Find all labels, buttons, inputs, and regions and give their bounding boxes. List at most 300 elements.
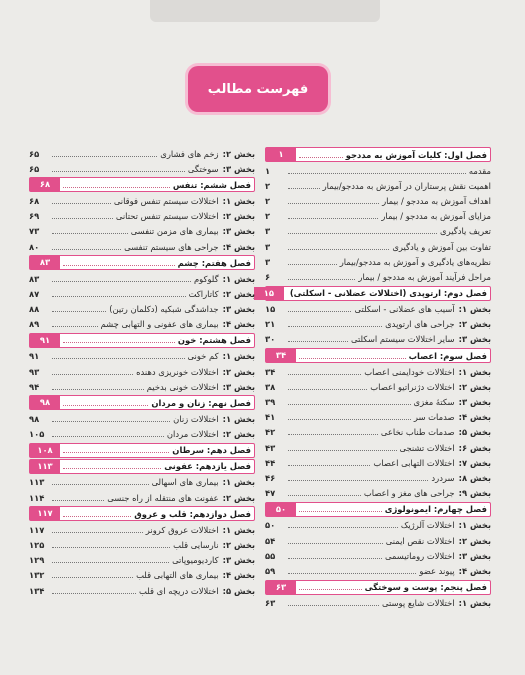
toc-entry-text: فصل دهم: سرطان — [172, 445, 251, 456]
toc-entry — [29, 286, 255, 301]
toc-entry-title — [392, 242, 491, 252]
dot-leader — [288, 278, 355, 280]
toc-entry-title — [109, 304, 255, 314]
toc-entry — [29, 475, 255, 490]
dot-leader — [288, 325, 382, 327]
dot-leader — [52, 561, 169, 563]
toc-page-number: ۳۴ — [266, 349, 296, 362]
toc-entry — [29, 239, 255, 254]
dot-leader — [52, 499, 104, 501]
dot-leader — [288, 604, 379, 606]
toc-entry — [265, 455, 491, 470]
toc-entry — [265, 178, 491, 193]
toc-entry — [265, 379, 491, 394]
dot-leader — [52, 170, 185, 172]
dot-leader — [299, 357, 406, 359]
dot-leader — [63, 404, 148, 406]
toc-page-number: ۴۶ — [265, 472, 276, 483]
dot-leader — [52, 217, 113, 219]
toc-section-number: بخش ۱: — [222, 414, 255, 425]
toc-entry-text: سکتهٔ مغزی — [413, 397, 455, 408]
toc-section-number: بخش ۱: — [222, 195, 255, 206]
toc-page-number: ۴۲ — [265, 427, 276, 438]
dot-leader — [288, 187, 320, 189]
toc-entry-title — [382, 196, 491, 206]
toc-page-number: ۱۵ — [265, 304, 276, 315]
toc-entry — [29, 427, 255, 442]
toc-entry-text: اختلالات التهابی اعصاب — [373, 457, 455, 468]
toc-entry-title — [419, 566, 491, 576]
toc-page-number: ۴۳ — [265, 442, 276, 453]
toc-chapter-heading — [265, 580, 491, 595]
toc-entry-title — [134, 509, 254, 519]
toc-entry-text: اختلالات خودایمنی اعصاب — [364, 366, 455, 377]
dot-leader — [288, 172, 466, 174]
toc-entry-text: اختلالات دژنراتیو اعصاب — [370, 381, 455, 392]
toc-page-number: ۷۳ — [29, 226, 40, 237]
toc-entry-text: اختلالات عروق کرونر — [145, 524, 219, 535]
toc-section-number: بخش ۳: — [458, 334, 491, 345]
toc-page-number: ۱ — [266, 148, 296, 161]
toc-entry — [29, 568, 255, 583]
toc-entry-text: فصل ششم: تنفس — [172, 179, 251, 190]
toc-section-number: بخش ۴: — [458, 565, 491, 576]
toc-section-number: بخش ۳: — [458, 397, 491, 408]
page-title — [188, 66, 328, 112]
toc-entry-title — [188, 351, 255, 361]
dot-leader — [52, 546, 170, 548]
toc-page-number: ۶۸ — [30, 178, 60, 191]
toc-entry — [265, 563, 491, 578]
toc-entry-title — [164, 461, 254, 471]
toc-page-number: ۶۵ — [29, 148, 40, 159]
toc-section-number: بخش ۴: — [222, 241, 255, 252]
toc-entry — [29, 411, 255, 426]
toc-section-number: بخش ۵: — [222, 585, 255, 596]
toc-entry-text: مراحل فرآیند آموزش به مددجو / بیمار — [358, 271, 491, 282]
toc-left-column — [29, 146, 255, 598]
toc-entry — [29, 490, 255, 505]
toc-page-number: ۵۵ — [265, 550, 276, 561]
toc-page-number: ۵۹ — [265, 565, 276, 576]
toc-entry-text: اختلالات شایع پوستی — [382, 598, 455, 609]
dot-leader — [52, 373, 133, 375]
toc-section-number: بخش ۸: — [458, 472, 491, 483]
toc-entry — [265, 518, 491, 533]
toc-entry-title — [385, 551, 491, 561]
toc-entry-title — [172, 555, 255, 565]
toc-entry-title — [124, 242, 255, 252]
dot-leader — [63, 467, 161, 469]
toc-entry-title — [323, 181, 491, 191]
toc-entry-text: مقدمه — [468, 165, 491, 176]
toc-section-number: بخش ۴: — [222, 570, 255, 581]
toc-page-number: ۳ — [265, 226, 271, 237]
toc-entry-text: اهمیت نقش پرستاران در آموزش به مددجو/بیمار — [322, 180, 491, 191]
toc-page-number: ۱۱۴ — [29, 492, 45, 503]
toc-chapter-heading — [29, 395, 255, 410]
toc-entry-title — [116, 211, 255, 221]
toc-entry-text: جراحی های مغز و اعصاب — [363, 488, 455, 499]
toc-page-number: ۱۵ — [254, 287, 284, 300]
toc-page-number: ۹۱ — [29, 351, 40, 362]
toc-page-number: ۹۸ — [30, 396, 60, 409]
toc-page-number: ۱۱۳ — [29, 477, 45, 488]
toc-page-number: ۴۷ — [265, 488, 276, 499]
toc-section-number: بخش ۲: — [222, 288, 255, 299]
toc-section-number: بخش ۲: — [458, 319, 491, 330]
dot-leader — [288, 202, 379, 204]
toc-entry-title — [172, 445, 254, 455]
toc-entry-title — [114, 196, 255, 206]
toc-page-number: ۲ — [265, 211, 271, 222]
toc-entry-title — [440, 226, 491, 236]
toc-entry-text: کاتاراکت — [188, 288, 219, 299]
toc-page-number: ۱۳۴ — [29, 585, 45, 596]
toc-section-number: بخش ۱: — [458, 598, 491, 609]
toc-page-number: ۳ — [265, 241, 271, 252]
toc-entry-text: تفاوت بین آموزش و یادگیری — [392, 241, 491, 252]
toc-entry — [29, 193, 255, 208]
toc-entry-title — [173, 180, 254, 190]
toc-section-number: بخش ۱: — [222, 477, 255, 488]
toc-entry-title — [381, 211, 491, 221]
toc-entry-title — [107, 493, 255, 503]
toc-entry-text: اختلالات خونی بدخیم — [146, 381, 219, 392]
toc-section-number: بخش ۱: — [458, 304, 491, 315]
toc-entry — [29, 522, 255, 537]
toc-entry-title — [147, 382, 255, 392]
toc-entry-text: جداشدگی شبکیه (دکلمان رتین) — [109, 304, 219, 315]
toc-entry — [29, 146, 255, 161]
toc-entry-text: سوختگی — [187, 163, 219, 174]
toc-entry-text: اختلالات نقص ایمنی — [385, 535, 455, 546]
toc-entry — [265, 425, 491, 440]
toc-entry — [265, 440, 491, 455]
dot-leader — [52, 435, 164, 437]
toc-section-number: بخش ۲: — [222, 211, 255, 222]
dot-leader — [63, 341, 175, 343]
toc-entry — [265, 317, 491, 332]
toc-page-number: ۵۰ — [266, 503, 296, 516]
toc-entry — [265, 394, 491, 409]
toc-page-number: ۱۳۲ — [29, 570, 45, 581]
dot-leader — [52, 248, 121, 250]
toc-entry — [265, 332, 491, 347]
dot-leader — [52, 280, 191, 282]
toc-entry-text: اختلالات دریچه ای قلب — [139, 585, 219, 596]
toc-chapter-heading — [265, 286, 491, 301]
dot-leader — [288, 418, 411, 420]
toc-entry-title — [351, 334, 491, 344]
toc-entry-title — [385, 504, 490, 514]
toc-page-number: ۹۱ — [30, 334, 60, 347]
toc-entry-text: زخم های فشاری — [160, 148, 219, 159]
toc-entry — [265, 163, 491, 178]
toc-entry-text: فصل یازدهم: عفونی — [164, 461, 251, 472]
toc-entry-text: کم خونی — [187, 351, 219, 362]
toc-entry-text: مزایای آموزش به مددجو / بیمار — [381, 211, 491, 222]
toc-page-number: ۴۴ — [265, 457, 276, 468]
dot-leader — [288, 572, 416, 574]
dot-leader — [288, 217, 378, 219]
dot-leader — [63, 264, 175, 266]
toc-page-number: ۱۲۵ — [29, 539, 45, 550]
toc-entry-title — [469, 166, 491, 176]
toc-chapter-heading — [29, 333, 255, 348]
toc-section-number: بخش ۳: — [222, 163, 255, 174]
toc-entry-title — [146, 525, 255, 535]
toc-section-number: بخش ۴: — [222, 319, 255, 330]
toc-page-number: ۱۱۷ — [30, 507, 60, 520]
toc-entry-title — [160, 149, 255, 159]
dot-leader — [52, 357, 185, 359]
toc-entry — [265, 209, 491, 224]
toc-entry-text: کاردیومیوپاتی — [172, 555, 219, 566]
toc-entry — [29, 161, 255, 176]
toc-page-number: ۶ — [265, 271, 271, 282]
toc-entry-text: پیوند عضو — [419, 565, 455, 576]
dot-leader — [63, 186, 170, 188]
toc-entry — [265, 239, 491, 254]
toc-entry-text: جراحی های سیستم تنفسی — [124, 241, 219, 252]
toc-section-number: بخش ۲: — [222, 429, 255, 440]
toc-chapter-heading — [29, 506, 255, 521]
dot-leader — [52, 592, 136, 594]
toc-section-number: بخش ۲: — [222, 366, 255, 377]
toc-entry — [29, 537, 255, 552]
toc-entry-title — [382, 598, 491, 608]
toc-entry-title — [354, 304, 491, 314]
toc-entry — [265, 302, 491, 317]
dot-leader — [52, 202, 111, 204]
toc-entry-title — [370, 382, 491, 392]
toc-page-number: ۱۱۳ — [30, 460, 60, 473]
toc-page-number: ۶۳ — [266, 581, 296, 594]
toc-entry-text: اختلالات خونریزی دهنده — [136, 366, 219, 377]
dot-leader — [288, 479, 428, 481]
toc-page-number: ۴۱ — [265, 412, 276, 423]
toc-page-number: ۶۸ — [29, 195, 40, 206]
toc-entry-text: اختلالات سیستم تنفس تحتانی — [115, 211, 219, 222]
toc-entry-text: جراحی های ارتوپدی — [385, 319, 455, 330]
toc-section-number: بخش ۳: — [458, 550, 491, 561]
toc-entry-title — [173, 414, 255, 424]
toc-entry — [265, 596, 491, 611]
toc-section-number: بخش ۴: — [458, 412, 491, 423]
toc-entry-title — [365, 582, 490, 592]
dot-leader — [52, 531, 143, 533]
toc-section-number: بخش ۷: — [458, 457, 491, 468]
dot-leader — [299, 510, 382, 512]
toc-chapter-heading — [29, 255, 255, 270]
toc-entry-text: اهداف آموزش به مددجو / بیمار — [382, 195, 491, 206]
toc-entry-title — [136, 570, 255, 580]
toc-entry-title — [194, 274, 255, 284]
toc-page-number: ۶۹ — [29, 211, 40, 222]
dot-leader — [288, 340, 348, 342]
toc-entry-title — [189, 289, 255, 299]
dot-leader — [63, 451, 169, 453]
dot-leader — [288, 433, 378, 435]
toc-page-number: ۸۷ — [29, 288, 40, 299]
toc-entry-text: اختلالات تشنجی — [399, 442, 455, 453]
dot-leader — [52, 325, 98, 327]
toc-entry-title — [385, 319, 491, 329]
toc-entry-text: عفونت های منتقله از راه جنسی — [107, 492, 219, 503]
toc-entry — [29, 583, 255, 598]
toc-section-number: بخش ۱: — [458, 366, 491, 377]
dot-leader — [288, 557, 382, 559]
toc-page-number: ۳۰ — [265, 334, 276, 345]
toc-page-number: ۲ — [265, 180, 271, 191]
dot-leader — [288, 403, 411, 405]
dot-leader — [52, 576, 133, 578]
toc-entry-title — [167, 429, 255, 439]
dot-leader — [288, 373, 361, 375]
dot-leader — [63, 515, 131, 517]
page-title-text: فهرست مطالب — [207, 81, 309, 97]
toc-entry-text: آسیب های عضلانی - اسکلتی — [354, 304, 455, 315]
toc-section-number: بخش ۲: — [222, 148, 255, 159]
toc-entry-text: نظریه‌های یادگیری و آموزش به مددجو/بیمار — [339, 256, 491, 267]
toc-chapter-heading — [29, 459, 255, 474]
toc-section-number: بخش ۲: — [458, 535, 491, 546]
toc-section-number: بخش ۳: — [222, 381, 255, 392]
dot-leader — [288, 388, 367, 390]
toc-entry-title — [131, 226, 255, 236]
toc-page-number: ۱ — [265, 165, 271, 176]
dot-leader — [288, 542, 383, 544]
toc-section-number: بخش ۳: — [222, 304, 255, 315]
toc-entry-text: گلوکوم — [193, 273, 219, 284]
toc-page-number: ۱۱۷ — [29, 524, 45, 535]
toc-entry-title — [414, 412, 491, 422]
toc-entry-text: فصل دوم: ارتوپدی (اختلالات عضلانی - اسکلتی) — [289, 288, 487, 298]
toc-entry-title — [188, 164, 255, 174]
toc-entry-title — [401, 520, 491, 530]
toc-section-number: بخش ۳: — [222, 555, 255, 566]
toc-entry-text: اختلالات مردان — [166, 429, 219, 440]
toc-page-number: ۶۵ — [29, 163, 40, 174]
dot-leader — [299, 156, 343, 158]
toc-chapter-heading — [265, 147, 491, 162]
toc-entry-title — [151, 398, 254, 408]
toc-entry-text: فصل سوم: اعصاب — [408, 350, 487, 361]
toc-entry — [265, 254, 491, 269]
toc-entry — [29, 364, 255, 379]
toc-entry-title — [431, 473, 491, 483]
toc-page-number: ۳۹ — [265, 397, 276, 408]
toc-entry-title — [346, 150, 490, 160]
toc-section-number: بخش ۹: — [458, 488, 491, 499]
toc-section-number: بخش ۱: — [222, 524, 255, 535]
toc-page-number: ۳ — [265, 256, 271, 267]
dot-leader — [288, 248, 389, 250]
toc-entry-text: بیماری های التهابی قلب — [136, 570, 219, 581]
toc-page-number: ۱۲۹ — [29, 555, 45, 566]
toc-page-number: ۵۴ — [265, 535, 276, 546]
toc-entry-text: نارسایی قلب — [173, 539, 219, 550]
toc-entry-title — [386, 536, 491, 546]
toc-entry — [29, 302, 255, 317]
dot-leader — [52, 388, 144, 390]
toc-entry-text: تعریف یادگیری — [440, 226, 491, 237]
toc-entry — [265, 364, 491, 379]
toc-entry-text: اختلالات زنان — [173, 414, 219, 425]
toc-entry-text: صدمات طناب نخاعی — [380, 427, 455, 438]
toc-page-number: ۳۸ — [265, 381, 276, 392]
dot-leader — [288, 232, 437, 234]
toc-entry — [29, 553, 255, 568]
toc-entry-text: اختلالات روماتیسمی — [384, 550, 455, 561]
toc-page-number: ۲۱ — [265, 319, 276, 330]
toc-entry-text: فصل پنجم: پوست و سوختگی — [364, 582, 487, 592]
toc-entry — [265, 193, 491, 208]
toc-page-number: ۱۰۵ — [29, 429, 45, 440]
dot-leader — [52, 310, 106, 312]
toc-entry-text: بیماری های عفونی و التهابی چشم — [100, 319, 219, 330]
toc-entry-text: اختلالات آلرژیک — [400, 520, 455, 531]
toc-section-number: بخش ۲: — [222, 539, 255, 550]
toc-entry-title — [414, 397, 491, 407]
toc-section-number: بخش ۶: — [458, 442, 491, 453]
toc-section-number: بخش ۳: — [222, 226, 255, 237]
toc-entry-text: فصل هشتم: خون — [177, 335, 251, 346]
toc-chapter-heading — [265, 348, 491, 363]
toc-section-number: بخش ۱: — [458, 520, 491, 531]
toc-entry — [265, 548, 491, 563]
toc-entry — [265, 269, 491, 284]
dot-leader — [52, 155, 157, 157]
toc-chapter-heading — [29, 177, 255, 192]
toc-chapter-heading — [29, 443, 255, 458]
dot-leader — [288, 263, 337, 265]
toc-page-number: ۸۳ — [30, 256, 60, 269]
toc-page-number: ۶۳ — [265, 598, 276, 609]
toc-entry — [29, 317, 255, 332]
toc-entry-text: فصل هفتم: چشم — [177, 257, 251, 268]
toc-page-number: ۱۰۸ — [30, 444, 60, 457]
toc-right-column — [265, 146, 491, 611]
toc-entry-title — [136, 367, 255, 377]
dot-leader — [288, 464, 370, 466]
toc-entry-title — [152, 477, 255, 487]
toc-page-number: ۹۴ — [29, 381, 40, 392]
toc-entry — [265, 533, 491, 548]
toc-entry-title — [178, 258, 254, 268]
dot-leader — [288, 449, 397, 451]
toc-page-number: ۹۸ — [29, 414, 40, 425]
toc-chapter-heading — [265, 502, 491, 517]
toc-entry-text: سردرد — [431, 472, 455, 483]
toc-entry — [265, 224, 491, 239]
toc-entry-text: فصل چهارم: ایمونولوژی — [384, 504, 487, 515]
toc-section-number: بخش ۱: — [222, 273, 255, 284]
dot-leader — [288, 526, 398, 528]
toc-page-number: ۹۳ — [29, 366, 40, 377]
toc-page-number: ۲ — [265, 195, 271, 206]
toc-section-number: بخش ۱: — [222, 351, 255, 362]
toc-entry-title — [178, 335, 254, 345]
toc-entry-text: فصل دوازدهم: قلب و عروق — [134, 508, 251, 519]
toc-entry — [265, 470, 491, 485]
toc-entry-title — [290, 288, 490, 298]
toc-entry — [29, 209, 255, 224]
toc-page-number: ۸۸ — [29, 304, 40, 315]
toc-entry-title — [400, 443, 492, 453]
toc-page-number: ۵۰ — [265, 520, 276, 531]
